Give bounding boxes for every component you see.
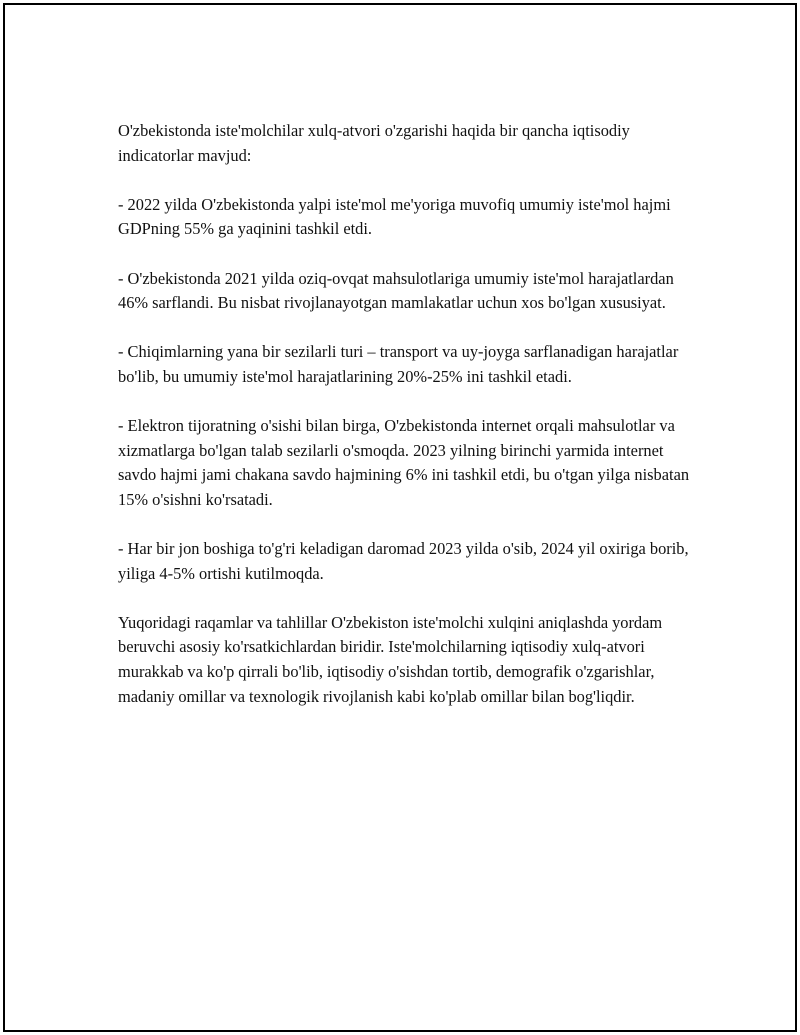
list-item-food-spending: - O'zbekistonda 2021 yilda oziq-ovqat mahsulotlariga umumiy iste'mol harajatlardan 46% sarflandi. Bu nisbat rivojlanayotgan mamlakatlar uchun xos bo'lgan xususiyat. [118, 268, 674, 313]
conclusion-paragraph: Yuqoridagi raqamlar va tahlillar O'zbekiston iste'molchi xulqini aniqlashda yordam beruvchi asosiy ko'rsatkichlardan biridir. Iste'molchilarning iqtisodiy xulq-atvori murakkab va ko'p qirrali bo'lib, iqtisodiy o'sishdan tortib, demografik o'zgarishlar, madaniy omillar va texnologik rivojlanish kabi ko'plab omillar bilan bog'liqdir. [118, 612, 663, 706]
list-item-income-growth: - Har bir jon boshiga to'g'ri keladigan daromad 2023 yilda o'sib, 2024 yil oxiriga borib, yiliga 4-5% ortishi kutilmoqda. [118, 539, 689, 583]
list-item-gdp-share: - 2022 yilda O'zbekistonda yalpi iste'mol me'yoriga muvofiq umumiy iste'mol hajmi GDPning 55% ga yaqinini tashkil etdi. [118, 194, 671, 239]
page-frame [3, 3, 797, 1032]
list-item-ecommerce: - Elektron tijoratning o'sishi bilan birga, O'zbekistonda internet orqali mahsulotlar va xizmatlarga bo'lgan talab sezilarli o'smoqda. 2023 yilning birinchi yarmida internet savdo hajmi jami chakana savdo hajmining 6% ini tashkil etdi, bu o'tgan yilga nisbatan 15% o'sishni ko'rsatadi. [118, 416, 690, 509]
document-body [118, 119, 703, 734]
list-item-transport-housing: - Chiqimlarning yana bir sezilarli turi – transport va uy-joyga sarflanadigan harajatlar bo'lib, bu umumiy iste'mol harajatlarining 20%-25% ini tashkil etadi. [118, 342, 679, 386]
intro-paragraph: O'zbekistonda iste'molchilar xulq-atvori o'zgarishi haqida bir qancha iqtisodiy indicatorlar mavjud: [118, 121, 630, 165]
